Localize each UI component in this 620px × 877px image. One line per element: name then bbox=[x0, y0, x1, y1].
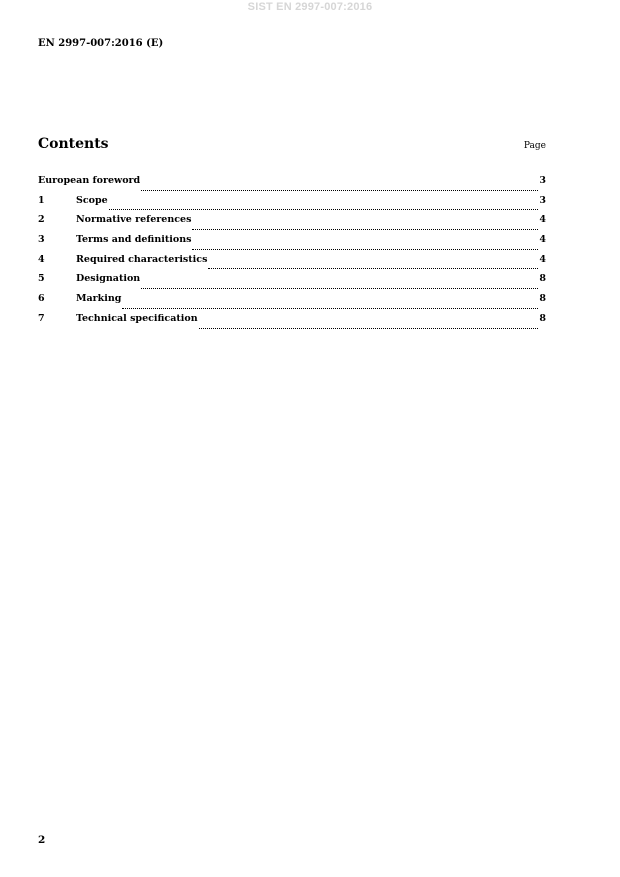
toc-entry-page: 8 bbox=[539, 312, 546, 324]
toc-entry-page: 4 bbox=[539, 234, 546, 246]
document-identifier: EN 2997-007:2016 (E) bbox=[38, 38, 164, 49]
toc-dot-leader bbox=[199, 326, 539, 329]
toc-dot-leader bbox=[192, 247, 538, 250]
toc-entry-marking[interactable] bbox=[38, 293, 546, 313]
toc-entry-page: 3 bbox=[539, 175, 546, 186]
toc-entry-technical-specification[interactable] bbox=[38, 313, 546, 333]
toc-dot-leader bbox=[122, 306, 538, 309]
page-number: 2 bbox=[38, 834, 46, 846]
toc-entry-normative-references[interactable] bbox=[38, 214, 546, 234]
toc-entry-number: 4 bbox=[38, 253, 45, 265]
toc-entry-european-foreword[interactable] bbox=[38, 175, 546, 195]
toc-dot-leader bbox=[141, 286, 538, 289]
toc-dot-leader bbox=[208, 266, 538, 269]
toc-entry-required-characteristics[interactable] bbox=[38, 254, 546, 274]
toc-entry-page: 8 bbox=[539, 293, 546, 305]
toc-entry-title: Technical specification bbox=[76, 312, 198, 324]
page-column-label: Page bbox=[523, 141, 546, 151]
toc-entry-title: Marking bbox=[76, 293, 122, 305]
toc-entry-title: Required characteristics bbox=[76, 253, 208, 265]
toc-entry-terms-and-definitions[interactable] bbox=[38, 234, 546, 254]
toc-entry-designation[interactable] bbox=[38, 273, 546, 293]
toc-entry-page: 3 bbox=[539, 194, 546, 206]
toc-entry-title: Designation bbox=[76, 273, 141, 285]
toc-dot-leader bbox=[109, 207, 539, 210]
toc-entry-title: European foreword bbox=[38, 175, 141, 186]
watermark: SIST EN 2997-007:2016 bbox=[247, 1, 373, 13]
toc-entry-number: 5 bbox=[38, 273, 45, 285]
toc-entry-page: 4 bbox=[539, 214, 546, 226]
toc-entry-page: 8 bbox=[539, 273, 546, 285]
toc-entry-number: 1 bbox=[38, 194, 45, 206]
toc-entry-number: 3 bbox=[38, 234, 45, 246]
toc-dot-leader bbox=[141, 188, 538, 191]
table-of-contents bbox=[38, 175, 546, 333]
toc-entry-title: Normative references bbox=[76, 214, 192, 226]
toc-entry-scope[interactable] bbox=[38, 195, 546, 215]
toc-entry-number: 2 bbox=[38, 214, 45, 226]
toc-entry-number: 6 bbox=[38, 293, 45, 305]
contents-heading: Contents bbox=[38, 136, 109, 152]
toc-dot-leader bbox=[192, 227, 538, 230]
toc-entry-number: 7 bbox=[38, 312, 45, 324]
toc-entry-title: Terms and definitions bbox=[76, 234, 192, 246]
toc-entry-title: Scope bbox=[76, 194, 108, 206]
toc-entry-page: 4 bbox=[539, 253, 546, 265]
